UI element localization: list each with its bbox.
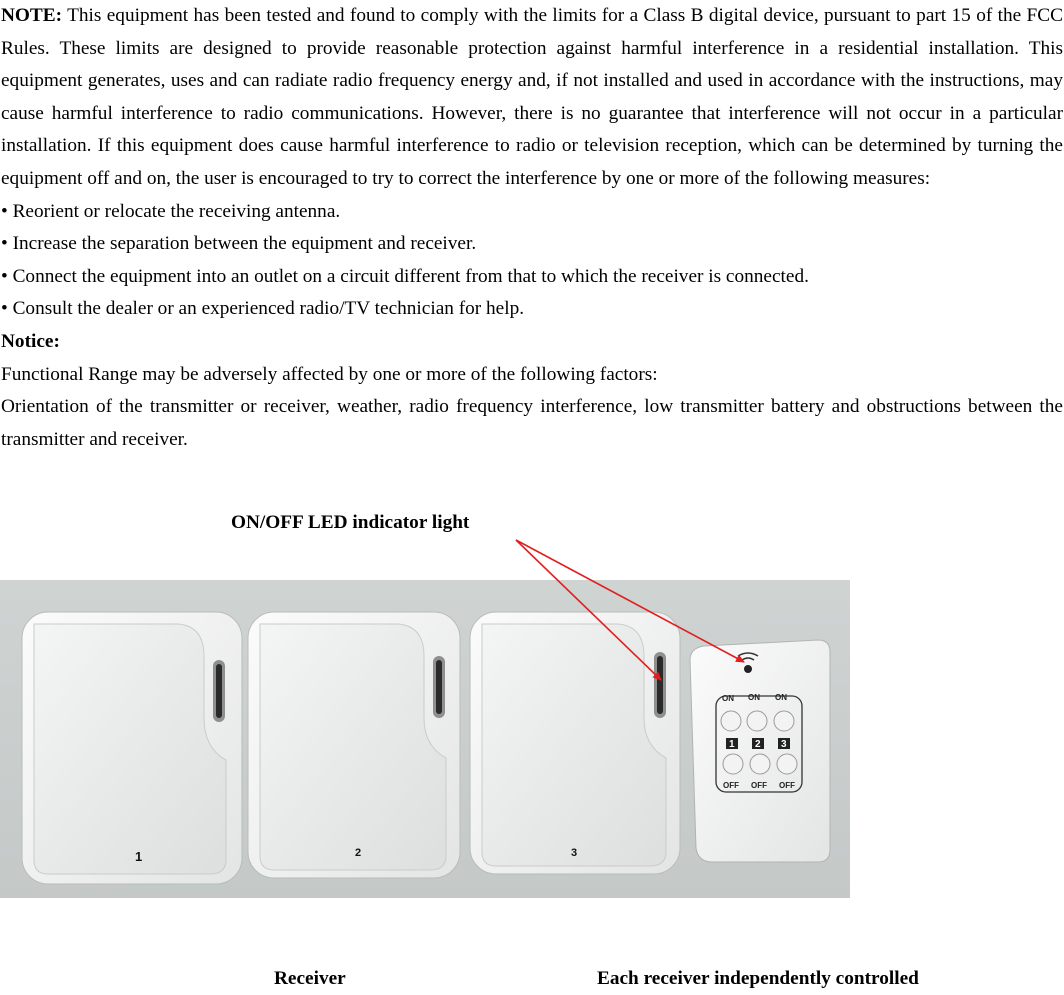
receiver-number-2: 2 (355, 847, 362, 859)
receiver-unit-3 (470, 612, 680, 874)
receiver-number-1: 1 (135, 849, 143, 864)
measure-item: • Consult the dealer or an experienced radio/TV technician for help. (1, 298, 525, 320)
notice-heading: Notice: (1, 330, 60, 352)
remote-channel-1: 1 (729, 739, 735, 750)
fcc-note-paragraph (1, 0, 1063, 196)
note-text: This equipment has been tested and found to comply with the limits for a Class B digital device, pursuant to part 15 of the FCC Rules. These limits are designed to provide reasonable protection against harmful interference in a residential installation. This equipment generates, uses and can radiate radio frequency energy and, if not installed and used in accordance with the instructions, may cause harmful interference to radio communications. However, there is no guarantee that interference will not occur in a particular installation. If this equipment does cause harmful interference to radio or television reception, which can be determined by turning the equipment off and on, the user is encouraged to try to correct the interference by one or more of the following measures: (1, 5, 1063, 189)
remote-channel-2: 2 (755, 739, 761, 750)
document-body (1, 0, 1063, 456)
receiver-unit-1 (22, 612, 242, 884)
led-indicator-label: ON/OFF LED indicator light (231, 512, 470, 533)
note-label: NOTE: (1, 5, 63, 26)
measure-item: • Increase the separation between the equipment and receiver. (1, 233, 477, 255)
remote-on-label-1: ON (722, 694, 734, 703)
caption-each-receiver: Each receiver independently controlled (597, 968, 919, 989)
remote-transmitter (690, 640, 830, 862)
receiver-number-3: 3 (571, 847, 578, 859)
remote-on-label-2: ON (748, 693, 760, 702)
remote-channel-3: 3 (781, 739, 787, 750)
notice-line-1: Functional Range may be adversely affected by one or more of the following factors: (1, 363, 658, 385)
measure-item: • Connect the equipment into an outlet on a circuit different from that to which the receiver is connected. (1, 265, 809, 287)
remote-led (744, 665, 752, 673)
caption-receiver: Receiver (274, 968, 346, 989)
remote-on-label-3: ON (775, 693, 787, 702)
notice-line-2: Orientation of the transmitter or receiver, weather, radio frequency interference, low transmitter battery and obstructions between the transmitter and receiver. (1, 396, 1063, 450)
product-photo-illustration (0, 580, 850, 898)
remote-off-label-2: OFF (751, 781, 767, 790)
remote-off-label-1: OFF (723, 781, 739, 790)
remote-off-label-3: OFF (779, 781, 795, 790)
receiver-unit-2 (248, 612, 460, 878)
product-photo (0, 580, 850, 898)
measure-item: • Reorient or relocate the receiving antenna. (1, 200, 341, 222)
